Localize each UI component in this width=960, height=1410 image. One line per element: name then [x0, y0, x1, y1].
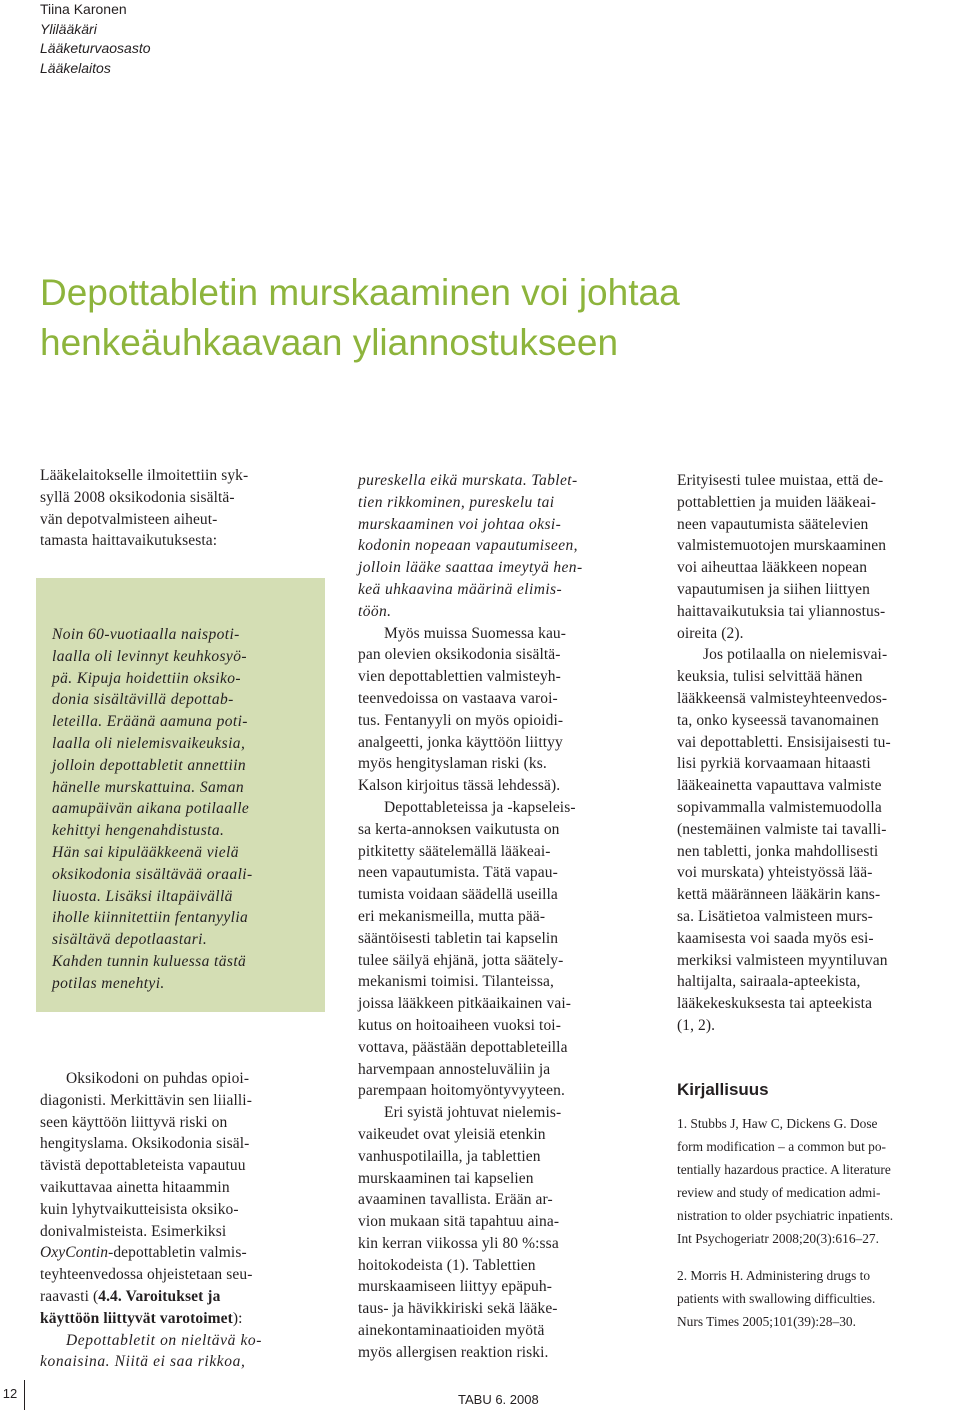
column-1-intro: [40, 465, 310, 552]
text-line: vai depottabletti. Ensisijaisesti tu-: [677, 733, 891, 751]
text-line: eri mekanismeilla, mutta pää-: [358, 907, 546, 925]
reference-line: patients with swallowing difficulties.: [677, 1291, 876, 1306]
text-line: laalla oli nielemisvaikeuksia,: [52, 734, 246, 752]
text-line: Myös muissa Suomessa kau-: [384, 624, 567, 642]
author-name: Tiina Karonen: [40, 1, 127, 17]
section-ref-bold-1: 4.4. Varoitukset ja: [98, 1287, 221, 1305]
text-line: kutus on hoitoaiheen vuoksi toi-: [358, 1016, 561, 1034]
column-2: [358, 470, 648, 1364]
text-line: nen tabletti, jonka mahdollisesti: [677, 842, 879, 860]
text-line: murskaaminen tai kapselien: [358, 1169, 534, 1187]
column-3: [677, 470, 960, 1037]
text-line: murskaaminen voi johtaa oksi-: [358, 515, 562, 533]
text-line: tumista voidaan säädellä useilla: [358, 886, 558, 904]
reference-item: [677, 1112, 960, 1250]
text-line: iholle kiinnitettiin fentanyylia: [52, 909, 249, 927]
author-unit: Lääketurvaosasto: [40, 40, 151, 56]
case-report-text: [52, 624, 312, 995]
text-line: teyhteenvedossa ohjeistetaan seu-: [40, 1266, 253, 1284]
text-line: ainekontaminaatioiden myötä: [358, 1322, 545, 1340]
text-line: mekanismi toimisi. Tilanteissa,: [358, 973, 555, 991]
text-line: vän depotvalmisteen aiheut-: [40, 510, 218, 528]
text-line: Eri syistä johtuvat nielemis-: [384, 1104, 562, 1122]
text-line: myös allergisen reaktion riski.: [358, 1343, 549, 1361]
text-line: donia sisältävillä depottab-: [52, 691, 234, 709]
author-org: Lääkelaitos: [40, 59, 111, 76]
text-line: voi murskata) yhteistyössä lää-: [677, 864, 873, 882]
text-line: hänelle murskattuina. Saman: [52, 778, 245, 796]
text-line: lääkekeskuksesta tai apteekista: [677, 995, 873, 1013]
text-line: myös hengityslaman riski (ks.: [358, 755, 547, 773]
text-line: avaaminen tavallista. Erään ar-: [358, 1191, 553, 1209]
text-line: jolloin depottabletit annettiin: [52, 756, 247, 774]
text-line: Erityisesti tulee muistaa, että de-: [677, 472, 884, 489]
text-line: sääntöisesti tabletin tai kapselin: [358, 929, 559, 947]
reference-item: [677, 1264, 960, 1333]
text-line: Oksikodoni on puhdas opioi-: [66, 1070, 250, 1087]
text-line: pitkitetty säätelemällä lääkeai-: [358, 842, 551, 860]
oxycontin-name: OxyContin: [40, 1244, 109, 1262]
text-line: tus. Fentanyyli on myös opioidi-: [358, 711, 564, 729]
text-line: vien depottablettien valmisteyh-: [358, 668, 561, 686]
page-number: 12: [2, 1386, 18, 1401]
reference-line: 1. Stubbs J, Haw C, Dickens G. Dose: [677, 1116, 878, 1131]
text-line: kettä määränneen lääkärin kans-: [677, 886, 881, 904]
section-ref-bold-2: käyttöön liittyvät varotoimet: [40, 1309, 233, 1327]
text-line: pottablettien ja muiden lääkeai-: [677, 493, 877, 511]
references-heading: Kirjallisuus: [677, 1080, 769, 1099]
text-line: konaisina. Niitä ei saa rikkoa,: [40, 1353, 246, 1371]
article-title: [40, 268, 940, 368]
text-line: Lääkelaitokselle ilmoitettiin syk-: [40, 467, 249, 484]
text-line: kodonin nopeaan vapautumiseen,: [358, 537, 578, 555]
article-title-line-1: Depottabletin murskaaminen voi johtaa: [40, 272, 680, 313]
text-line: valmistemuotojen murskaaminen: [677, 537, 887, 555]
text-line: tien rikkominen, pureskelu tai: [358, 493, 555, 511]
text-line: vanhuspotilailla, ja tablettien: [358, 1147, 541, 1165]
reference-line: Nurs Times 2005;101(39):28–30.: [677, 1314, 856, 1329]
text-line: Hän sai kipulääkkeenä vielä: [52, 843, 239, 861]
text-line: vottava, päästään depottableteilla: [358, 1038, 568, 1056]
author-block: [40, 0, 151, 78]
text-line: töön.: [358, 602, 392, 620]
text-line: Noin 60-vuotiaalla naispoti-: [52, 626, 240, 643]
text-line: aamupäivän aikana potilaalle: [52, 800, 250, 818]
text-line: (1, 2).: [677, 1016, 716, 1034]
text-line: voi aiheuttaa lääkkeen nopean: [677, 559, 868, 577]
text-line: haltijalta, sairaala-apteekista,: [677, 973, 861, 991]
text-line: jolloin lääke saattaa imeytyä hen-: [358, 559, 583, 577]
oxycontin-rest: -depottabletin valmis-: [108, 1244, 247, 1262]
text-line: [40, 1242, 320, 1264]
text-line: haittavaikutuksia tai yliannostus-: [677, 602, 886, 620]
text-line: pureskella eikä murskata. Tablet-: [358, 472, 578, 489]
reference-line: 2. Morris H. Administering drugs to: [677, 1268, 871, 1283]
text-line: sopivammalla valmistemuodolla: [677, 798, 882, 816]
text-line: kaamisesta voi saada myös esi-: [677, 929, 874, 947]
text-line: keä uhkaavina määrinä elimis-: [358, 580, 563, 598]
text-line: vion mukaan sitä tapahtuu aina-: [358, 1213, 560, 1231]
text-line: vaikeudet ovat yleisiä etenkin: [358, 1125, 546, 1143]
text-line: Depottableteissa ja -kapseleis-: [384, 798, 576, 816]
text-line: neen vapautumista säätelevien: [677, 515, 869, 533]
text-line: liuosta. Lisäksi iltapäivällä: [52, 887, 233, 905]
text-line: vapautumisen ja siihen liittyen: [677, 580, 870, 598]
reference-line: nistration to older psychiatric inpatients.: [677, 1208, 894, 1223]
text-line: lääkkeensä valmisteyhteenvedos-: [677, 689, 888, 707]
issue-footer: TABU 6. 2008: [458, 1392, 539, 1407]
text-line: kin kerran viikossa yli 80 %:ssa: [358, 1234, 559, 1252]
text-line: sa kerta-annoksen vaikutusta on: [358, 820, 560, 838]
text-line: tulee säilyä ehjänä, jotta säätely-: [358, 951, 564, 969]
text-line: [40, 1286, 320, 1308]
text-line: leteilla. Eräänä aamuna poti-: [52, 713, 248, 731]
reference-line: review and study of medication admi-: [677, 1185, 881, 1200]
text-line: analgeetti, jonka käyttöön liittyy: [358, 733, 563, 751]
text-line: murskaamiseen liittyy epäpuh-: [358, 1278, 553, 1296]
text-line: oksikodonia sisältävää oraali-: [52, 865, 253, 883]
text-line: parempaan hoitomyöntyvyyteen.: [358, 1082, 565, 1100]
text-line: tamasta haittavaikutuksesta:: [40, 532, 218, 550]
text-line: pä. Kipuja hoidettiin oksiko-: [52, 669, 241, 687]
author-role: Ylilääkäri: [40, 20, 97, 37]
reference-line: Int Psychogeriatr 2008;20(3):616–27.: [677, 1231, 879, 1246]
text-line: Depottabletit on nieltävä ko-: [66, 1331, 263, 1349]
reference-line: tentially hazardous practice. A literature: [677, 1162, 891, 1177]
column-1-body: [40, 1068, 320, 1373]
text-line: potilas menehtyi.: [52, 974, 165, 992]
text-line: joissa lääkkeen pitkäaikainen vai-: [358, 995, 571, 1013]
text-line: harvempaan annosteluväliin ja: [358, 1060, 551, 1078]
text-line: lisi pyrkiä korvaamaan hitaasti: [677, 755, 871, 773]
references-list: [677, 1112, 960, 1347]
text-line: merkiksi valmisteen myyntiluvan: [677, 951, 888, 969]
text-line: kehittyi hengenahdistusta.: [52, 822, 225, 840]
text-line: keuksia, tulisi selvittää hänen: [677, 668, 863, 686]
text-line: sisältävä depotlaastari.: [52, 931, 208, 949]
text-line: vaikuttavaa ainetta hitaammin: [40, 1178, 230, 1196]
ref-pre: raavasti (: [40, 1287, 99, 1305]
text-line: taus- ja hävikkiriski sekä lääke-: [358, 1300, 558, 1318]
text-line: pan olevien oksikodonia sisältä-: [358, 646, 561, 664]
reference-line: form modification – a common but po-: [677, 1139, 886, 1154]
text-line: Kahden tunnin kuluessa tästä: [52, 952, 247, 970]
article-title-line-2: henkeäuhkaavaan yliannostukseen: [40, 322, 619, 363]
text-line: (nestemäinen valmiste tai tavalli-: [677, 820, 887, 838]
text-line: donivalmisteista. Esimerkiksi: [40, 1222, 227, 1240]
text-line: ta, onko kyseessä tavanomainen: [677, 711, 879, 729]
text-line: sa. Lisätietoa valmisteen murs-: [677, 907, 873, 925]
text-line: seen käyttöön liittyvä riski on: [40, 1113, 228, 1131]
text-line: tävistä depottableteista vapautuu: [40, 1157, 246, 1175]
text-line: neen vapautumista. Tätä vapau-: [358, 864, 558, 882]
text-line: hengityslama. Oksikodonia sisäl-: [40, 1135, 250, 1153]
text-line: teenvedoissa on vastaava varoi-: [358, 689, 558, 707]
text-line: [40, 1308, 320, 1330]
ref-post: ):: [232, 1309, 243, 1327]
text-line: syllä 2008 oksikodonia sisältä-: [40, 488, 235, 506]
text-line: hoitokodeista (1). Tablettien: [358, 1256, 536, 1274]
page-number-rule: [24, 1380, 25, 1410]
text-line: Jos potilaalla on nielemisvai-: [703, 646, 888, 664]
text-line: lääkeainetta vapauttava valmiste: [677, 777, 882, 795]
text-line: oireita (2).: [677, 624, 744, 642]
text-line: diagonisti. Merkittävin sen liialli-: [40, 1091, 252, 1109]
text-line: kuin lyhytvaikutteisista oksiko-: [40, 1200, 239, 1218]
text-line: laalla oli levinnyt keuhkosyö-: [52, 647, 247, 665]
text-line: Kalson kirjoitus tässä lehdessä).: [358, 777, 561, 795]
